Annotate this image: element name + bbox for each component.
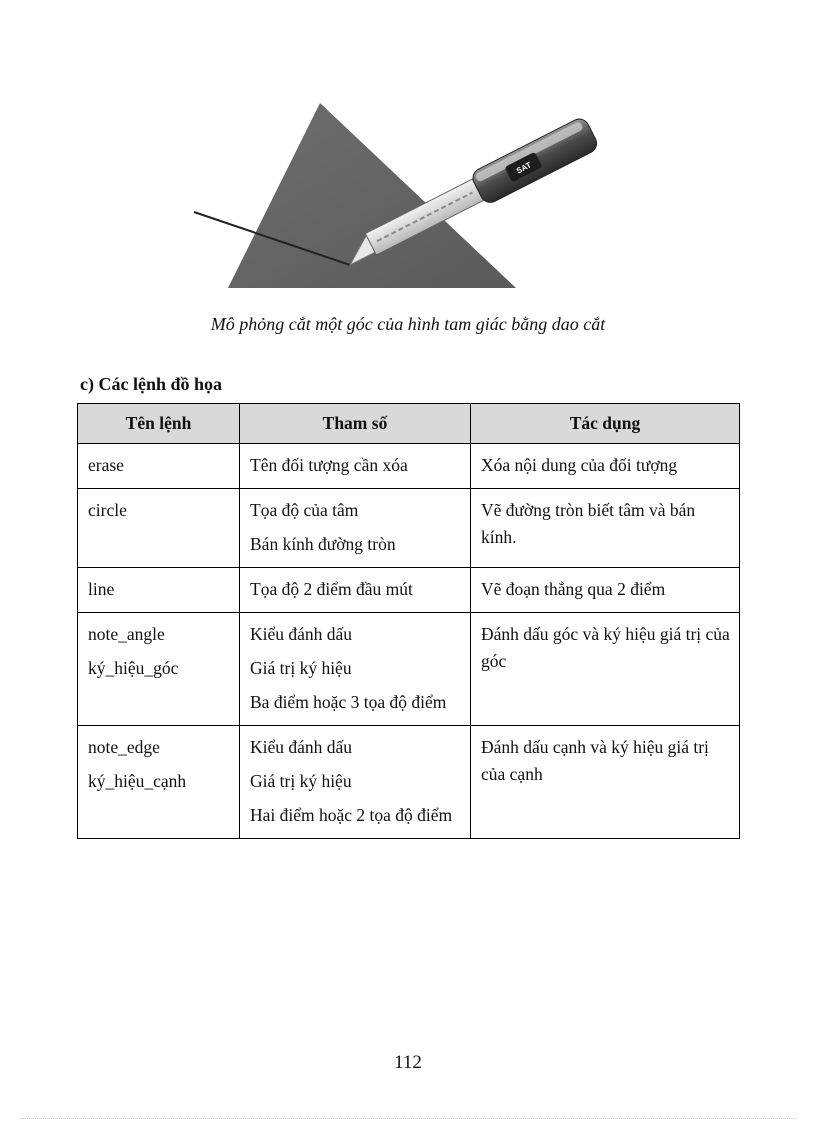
knife-brand-label: SAT: [514, 160, 533, 176]
header-effect: Tác dụng: [471, 404, 740, 444]
command-name-cell: [78, 489, 240, 568]
table-row: [78, 489, 740, 568]
effect-cell: [471, 444, 740, 489]
table-header-row: [78, 404, 740, 444]
figure-caption: Mô phỏng cắt một góc của hình tam giác bằng dao cắt: [210, 314, 606, 334]
effect: Xóa nội dung của đối tượng: [481, 455, 678, 475]
page-number: 112: [394, 1052, 422, 1073]
parameter: Hai điểm hoặc 2 tọa độ điểm: [250, 805, 453, 825]
parameters-cell: [240, 489, 471, 568]
command-name-cell: [78, 726, 240, 839]
parameter: Kiểu đánh dấu: [250, 624, 353, 644]
parameter: Bán kính đường tròn: [250, 534, 396, 554]
parameter: Ba điểm hoặc 3 tọa độ điểm: [250, 692, 447, 712]
command-name: note_angle: [88, 624, 165, 644]
command-name-cell: [78, 613, 240, 726]
parameters-cell: [240, 726, 471, 839]
effect-cell: [471, 726, 740, 839]
effect-cell: [471, 568, 740, 613]
table-row: [78, 613, 740, 726]
command-alias: ký_hiệu_cạnh: [88, 771, 187, 791]
parameter: Kiểu đánh dấu: [250, 737, 353, 757]
command-name: line: [88, 579, 115, 599]
effect: Vẽ đường tròn biết tâm và bán kính.: [481, 500, 696, 547]
table-row: [78, 568, 740, 613]
section-title: c) Các lệnh đồ họa: [80, 374, 223, 394]
parameter: Giá trị ký hiệu: [250, 658, 352, 678]
command-name: note_edge: [88, 737, 160, 757]
parameter: Tọa độ 2 điểm đầu mút: [250, 579, 413, 599]
cutter-triangle-illustration: [180, 95, 640, 300]
graphics-commands-table: [77, 403, 740, 839]
table-row: [78, 726, 740, 839]
cutter-triangle-figure: [180, 95, 640, 300]
header-parameters: Tham số: [240, 404, 471, 444]
command-name: erase: [88, 455, 124, 475]
command-name-cell: [78, 568, 240, 613]
effect-cell: [471, 613, 740, 726]
parameter: Giá trị ký hiệu: [250, 771, 352, 791]
parameters-cell: [240, 613, 471, 726]
parameter: Tọa độ của tâm: [250, 500, 359, 520]
effect: Đánh dấu góc và ký hiệu giá trị của góc: [481, 624, 730, 671]
command-alias: ký_hiệu_góc: [88, 658, 179, 678]
header-command-name: Tên lệnh: [78, 404, 240, 444]
parameter: Tên đối tượng cần xóa: [250, 455, 408, 475]
effect-cell: [471, 489, 740, 568]
effect: Đánh dấu cạnh và ký hiệu giá trị của cạnh: [481, 737, 709, 784]
command-name-cell: [78, 444, 240, 489]
command-name: circle: [88, 500, 127, 520]
table-row: [78, 444, 740, 489]
bottom-divider: [20, 1118, 796, 1119]
effect: Vẽ đoạn thẳng qua 2 điểm: [481, 579, 666, 599]
parameters-cell: [240, 444, 471, 489]
parameters-cell: [240, 568, 471, 613]
